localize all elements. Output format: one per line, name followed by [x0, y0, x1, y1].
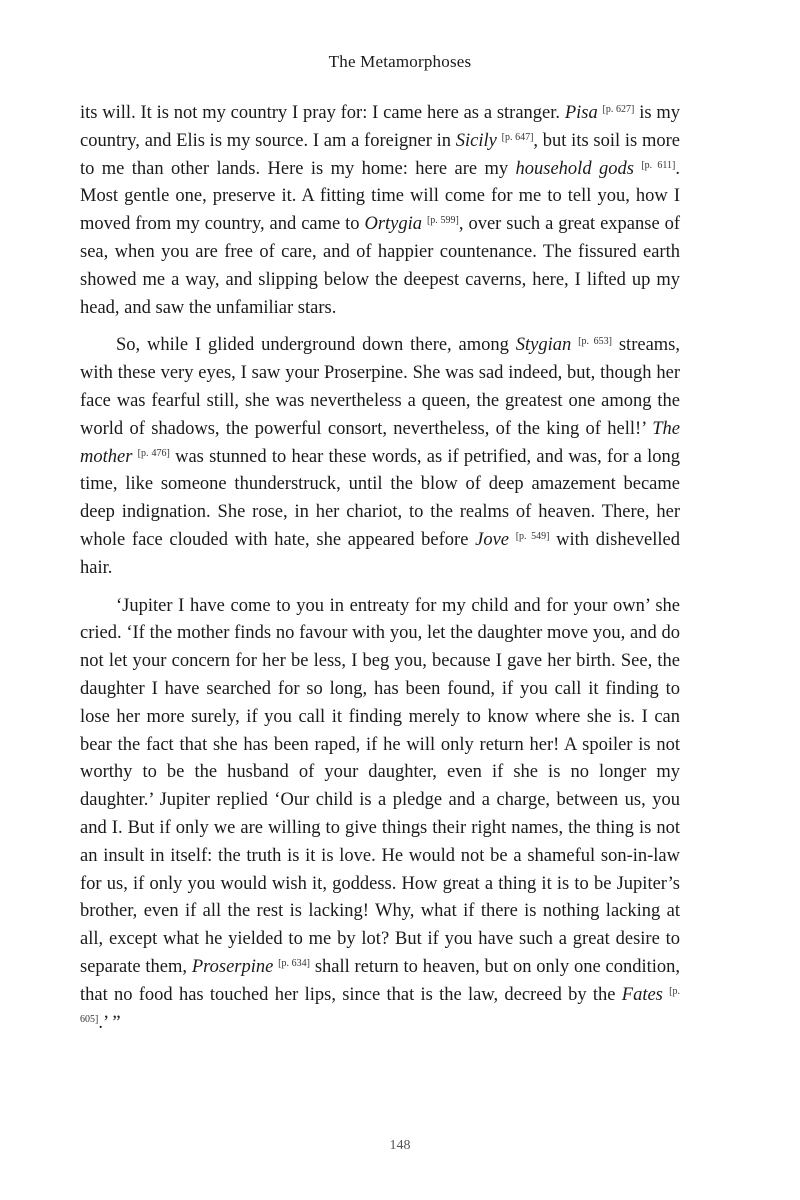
page-reference: [p. 611] — [641, 159, 676, 171]
italic-term: Proserpine — [191, 956, 274, 977]
text-run: its will. It is not my country I pray for: I came here as a stranger. — [80, 103, 565, 123]
italic-term: Pisa — [564, 103, 598, 123]
text-run: .’ ” — [98, 1012, 121, 1033]
paragraph — [80, 332, 680, 582]
text-run: ‘Jupiter I have come to you in entreaty for my child and for your own’ she cried. ‘If the mother finds no favour with you, let the daughter move you, and do not let your concern for her be less, I beg you, because I gave her birth. See, the daughter I have searched for so long, has been found, if you call it finding to lose her more surely, if you call it finding merely to know where she is. I can bear the fact that she has been raped, if he will only return her! A spoiler is not worthy to be the husband of your daughter, even if she is no longer my daughter.’ Jupiter replied ‘Our child is a pledge and a charge, between us, you and I. But if only we are willing to give things their right names, the thing is not an insult in itself: the truth is it is love. He would not be a shameful son-in-law for us, if only you would wish it, goddess. How great a thing it is to be Jupiter’s brother, even if all the rest is lacking! Why, what if there is nothing lacking at all, except what he yielded to me by lot? But if you have such a great desire to separate them, — [80, 595, 680, 977]
page-reference: [p. 647] — [501, 131, 534, 143]
page-reference: [p. 599] — [426, 215, 459, 227]
page-reference: [p. 476] — [137, 447, 170, 459]
text-run: with dishevelled hair. — [80, 529, 680, 578]
italic-term: Jove — [475, 529, 510, 550]
text-run: shall return to heaven, but on only one condition, that no food has touched her lips, since that is the law, decreed by the — [80, 956, 680, 1005]
italic-term: Fates — [621, 984, 663, 1005]
text-run: , over such a great expanse of sea, when you are free of care, and of happier countenance. The fissured earth showed me a way, and slipping below the deepest caverns, here, I lifted up my head, and saw the unfamiliar stars. — [80, 214, 681, 318]
page-reference: [p. 549] — [515, 530, 550, 542]
page-reference: [p. 634] — [278, 957, 311, 969]
running-head: The Metamorphoses — [328, 52, 472, 71]
page-reference: [p. 653] — [578, 336, 612, 348]
italic-term: Sicily — [455, 130, 497, 151]
text-run: was stunned to hear these words, as if petrified, and was, for a long time, like someone thunderstruck, until the blow of deep amazement became deep indignation. She rose, in her chariot, to the realms of heaven. There, her whole face clouded with hate, she appeared before — [80, 446, 680, 550]
page-number: 148 — [389, 1138, 411, 1153]
page-reference: [p. 627] — [602, 104, 635, 115]
text-run: is my country, and Elis is my source. I am a foreigner in — [80, 103, 681, 151]
italic-term: Ortygia — [364, 214, 423, 235]
text-run: So, while I glided underground down there, among — [116, 335, 516, 356]
page-reference: [p. 605] — [80, 985, 680, 1025]
italic-term: Stygian — [515, 335, 572, 356]
paragraph — [80, 593, 680, 1038]
paragraph — [80, 100, 680, 322]
text-run: streams, with these very eyes, I saw your Proserpine. She was sad indeed, but, though her face was fearful still, she was nevertheless a queen, the greatest one among the world of shadows, the powerful consort, nevertheless, of the king of hell!’ — [80, 335, 680, 439]
body-text — [80, 100, 680, 1047]
italic-term: household gods — [515, 158, 634, 179]
italic-term: The mother — [80, 418, 680, 467]
text-run — [509, 530, 516, 550]
text-run: , but its soil is more to me than other lands. Here is my home: here are my — [80, 130, 680, 179]
text-run: . Most gentle one, preserve it. A fitting time will come for me to tell you, how I moved from my country, and came to — [80, 158, 681, 235]
